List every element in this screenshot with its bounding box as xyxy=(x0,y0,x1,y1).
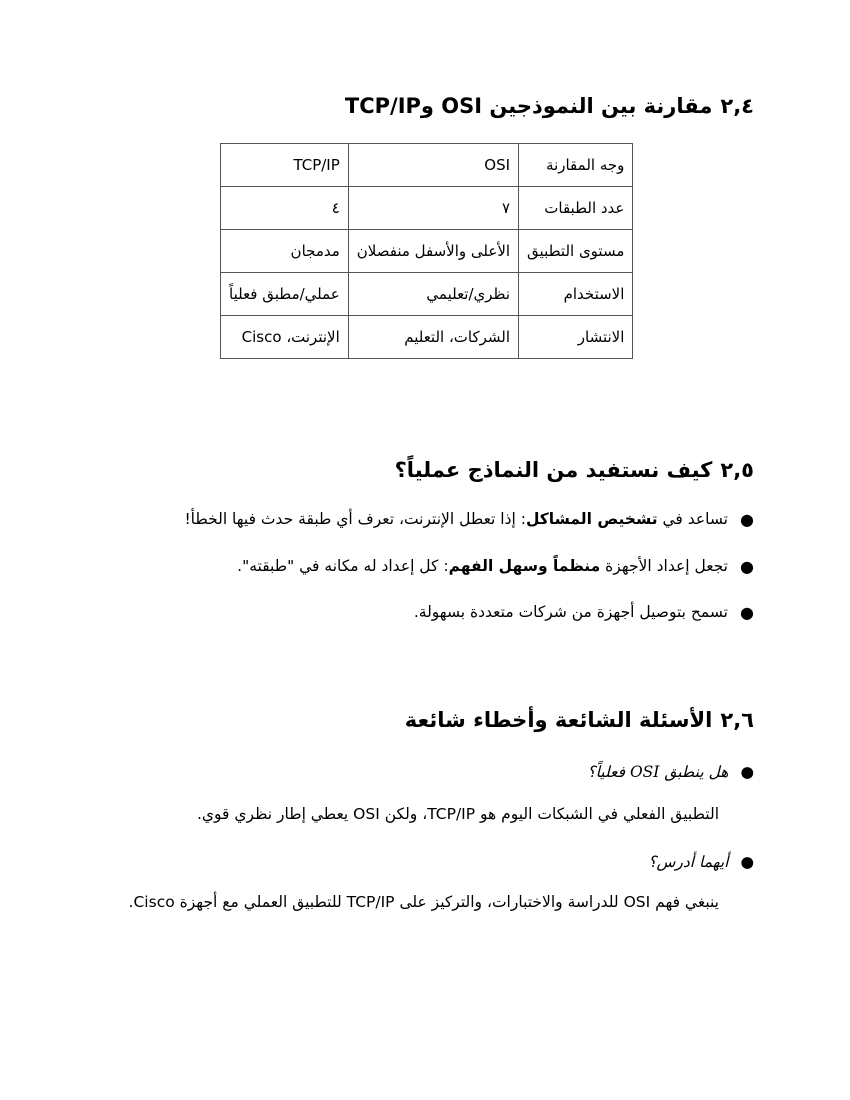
table-header-cell: OSI xyxy=(348,144,518,187)
table-cell: الاستخدام xyxy=(519,273,633,316)
faq-question xyxy=(648,853,754,871)
bullet-text-bold: منظماً وسهل الفهم xyxy=(448,557,601,575)
section-number: ٢,٥ xyxy=(720,458,754,482)
comparison-table xyxy=(220,143,633,359)
bullet-icon: ● xyxy=(740,603,754,622)
bullet-icon: ● xyxy=(740,557,754,576)
section-heading-2-5 xyxy=(395,458,754,483)
table-header-row xyxy=(221,144,633,187)
bullet-list xyxy=(94,510,754,528)
bullet-list xyxy=(94,603,754,621)
section-heading-2-4 xyxy=(345,94,754,119)
table-cell: مدمجان xyxy=(221,230,349,273)
list-item xyxy=(94,510,754,528)
table-cell: الشركات، التعليم xyxy=(348,316,518,359)
bullet-text-post: : إذا تعطل الإنترنت، تعرف أي طبقة حدث فيها الخطأ! xyxy=(184,510,526,528)
bullet-icon: ● xyxy=(740,853,754,871)
list-item xyxy=(94,557,754,575)
table-cell: ٤ xyxy=(221,187,349,230)
section-number: ٢,٤ xyxy=(720,94,754,118)
bullet-list xyxy=(94,557,754,575)
table-header-cell: TCP/IP xyxy=(221,144,349,187)
table-row xyxy=(221,316,633,359)
faq-answer: ينبغي فهم OSI للدراسة والاختبارات، والتركيز على TCP/IP للتطبيق العملي مع أجهزة Cisco. xyxy=(128,893,719,911)
table-header-cell: وجه المقارنة xyxy=(519,144,633,187)
bullet-text-post: : كل إعداد له مكانه في "طبقته". xyxy=(237,557,449,575)
faq-question xyxy=(587,763,754,781)
faq-question-text: أيهما أدرس؟ xyxy=(648,853,729,871)
bullet-icon: ● xyxy=(740,763,754,781)
list-item xyxy=(94,603,754,621)
section-heading-2-6 xyxy=(405,708,754,733)
table-cell: الانتشار xyxy=(519,316,633,359)
section-number: ٢,٦ xyxy=(720,708,754,732)
table-cell: عدد الطبقات xyxy=(519,187,633,230)
table-cell: ٧ xyxy=(348,187,518,230)
table-row xyxy=(221,187,633,230)
table-cell: مستوى التطبيق xyxy=(519,230,633,273)
table-cell: الأعلى والأسفل منفصلان xyxy=(348,230,518,273)
section-title: كيف نستفيد من النماذج عملياً؟ xyxy=(394,458,713,482)
faq-answer: التطبيق الفعلي في الشبكات اليوم هو TCP/IP، ولكن OSI يعطي إطار نظري قوي. xyxy=(196,805,719,823)
faq-question-text: هل ينطبق OSI فعلياً؟ xyxy=(587,763,729,781)
bullet-icon: ● xyxy=(740,510,754,529)
section-title: مقارنة بين النموذجين OSI وTCP/IP xyxy=(344,94,713,118)
table-row xyxy=(221,230,633,273)
table-cell: نظري/تعليمي xyxy=(348,273,518,316)
bullet-text-bold: تشخيص المشاكل xyxy=(525,510,658,528)
bullet-text-pre: تجعل إعداد الأجهزة xyxy=(600,557,728,575)
bullet-text: تسمح بتوصيل أجهزة من شركات متعددة بسهولة. xyxy=(413,603,728,621)
table-cell: الإنترنت، Cisco xyxy=(221,316,349,359)
table-row xyxy=(221,273,633,316)
section-title: الأسئلة الشائعة وأخطاء شائعة xyxy=(404,708,713,732)
bullet-text-pre: تساعد في xyxy=(657,510,728,528)
table-cell: عملي/مطبق فعلياً xyxy=(221,273,349,316)
